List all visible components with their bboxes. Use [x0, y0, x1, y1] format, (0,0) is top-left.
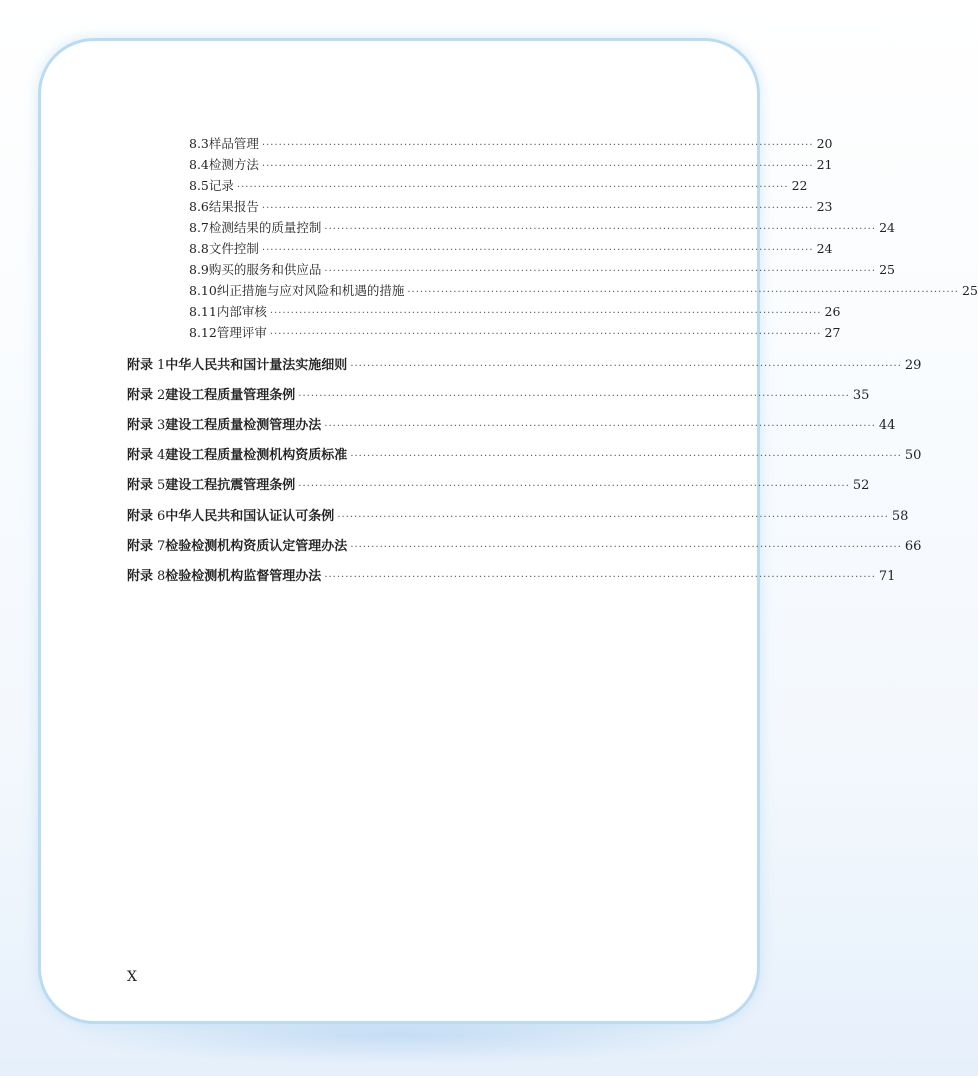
appendix-page: 71 — [878, 569, 896, 584]
appendix-label: 附录 2 — [127, 388, 166, 403]
appendix-page: 66 — [904, 539, 922, 554]
toc-entry-8-4[interactable] — [189, 155, 833, 176]
appendix-title: 建设工程抗震管理条例 — [165, 478, 296, 493]
appendix-number: 8 — [157, 569, 166, 584]
appendix-title: 建设工程质量检测机构资质标准 — [165, 448, 348, 463]
toc-leader-dots: ···································································································································· — [298, 481, 850, 492]
toc-entry-number: 8.11 — [189, 304, 217, 319]
appendix-title: 建设工程质量检测管理办法 — [165, 418, 322, 433]
toc-leader-dots: ···································································································································· — [407, 287, 959, 298]
toc-entry-8-10[interactable] — [189, 281, 978, 302]
toc-appendix-8[interactable] — [127, 565, 896, 589]
toc-leader-dots: ···································································································································· — [324, 421, 876, 432]
toc-leader-dots: ···································································································································· — [269, 308, 822, 319]
toc-entry-page: 25 — [962, 283, 978, 298]
toc-entry-page: 20 — [816, 136, 833, 151]
toc-entry-8-5[interactable] — [189, 176, 808, 197]
appendix-label: 附录 5 — [127, 478, 166, 493]
toc-entry-page: 23 — [816, 199, 833, 214]
toc-entry-number: 8.4 — [189, 157, 209, 172]
toc-entry-title: 样品管理 — [208, 136, 259, 151]
appendix-title: 检验检测机构监督管理办法 — [165, 569, 322, 584]
toc-entry-page: 25 — [879, 262, 895, 277]
appendix-page: 35 — [852, 388, 870, 403]
toc-entry-title: 结果报告 — [208, 199, 259, 214]
toc-entry-number: 8.9 — [189, 262, 209, 277]
toc-leader-dots: ···································································································································· — [261, 140, 814, 151]
toc-entry-8-12[interactable] — [189, 323, 841, 344]
appendix-label: 附录 7 — [127, 539, 166, 554]
toc-entry-title: 检测方法 — [208, 157, 259, 172]
toc-entry-title: 记录 — [208, 178, 234, 193]
toc-entry-number: 8.8 — [189, 241, 209, 256]
toc-entry-number: 8.12 — [189, 325, 217, 340]
appendix-number: 7 — [157, 539, 166, 554]
toc-entry-8-8[interactable] — [189, 239, 833, 260]
appendix-label: 附录 4 — [127, 448, 166, 463]
toc-leader-dots: ···································································································································· — [350, 361, 902, 372]
toc-entry-8-11[interactable] — [189, 302, 841, 323]
toc-appendix-5[interactable] — [127, 474, 870, 498]
toc-leader-dots: ···································································································································· — [261, 245, 814, 256]
toc-leader-dots: ···································································································································· — [324, 224, 876, 235]
appendix-page: 52 — [852, 478, 870, 493]
toc-entry-title: 纠正措施与应对风险和机遇的措施 — [216, 283, 405, 298]
toc-appendix-1[interactable] — [127, 354, 922, 378]
appendix-number: 3 — [157, 418, 166, 433]
toc-entry-number: 8.3 — [189, 136, 209, 151]
toc-leader-dots: ···································································································································· — [350, 451, 902, 462]
toc-leader-dots: ···································································································································· — [261, 203, 814, 214]
toc-leader-dots: ···································································································································· — [350, 542, 902, 553]
toc-appendix-7[interactable] — [127, 535, 922, 559]
toc-appendix-4[interactable] — [127, 444, 922, 468]
appendix-page: 58 — [891, 509, 909, 524]
toc-entry-title: 管理评审 — [216, 325, 267, 340]
toc-entry-title: 购买的服务和供应品 — [208, 262, 322, 277]
toc-leader-dots: ···································································································································· — [261, 161, 814, 172]
toc-leader-dots: ···································································································································· — [269, 329, 822, 340]
appendix-page: 44 — [878, 418, 896, 433]
toc-entry-8-9[interactable] — [189, 260, 895, 281]
appendix-number: 1 — [157, 358, 166, 373]
toc-entry-8-6[interactable] — [189, 197, 833, 218]
toc-entry-page: 21 — [816, 157, 833, 172]
toc-entry-number: 8.7 — [189, 220, 209, 235]
appendix-title: 检验检测机构资质认定管理办法 — [165, 539, 348, 554]
toc-entry-page: 24 — [879, 220, 895, 235]
toc-entry-number: 8.6 — [189, 199, 209, 214]
appendix-number: 6 — [157, 509, 166, 524]
appendix-label: 附录 8 — [127, 569, 166, 584]
toc-leader-dots: ···································································································································· — [324, 266, 876, 277]
toc-entry-title: 内部审核 — [216, 304, 267, 319]
toc-entry-page: 22 — [791, 178, 808, 193]
appendix-page: 29 — [904, 358, 922, 373]
appendix-page: 50 — [904, 448, 922, 463]
appendix-title: 建设工程质量管理条例 — [165, 388, 296, 403]
toc-entry-page: 26 — [824, 304, 841, 319]
toc-appendix-3[interactable] — [127, 414, 896, 438]
toc-leader-dots: ···································································································································· — [298, 391, 850, 402]
appendix-number: 4 — [157, 448, 166, 463]
toc-leader-dots: ···································································································································· — [324, 572, 876, 583]
appendix-label: 附录 6 — [127, 509, 166, 524]
toc-entry-8-3[interactable] — [189, 134, 833, 155]
appendix-label: 附录 1 — [127, 358, 166, 373]
page-number-footer: X — [127, 969, 137, 985]
toc-appendix-6[interactable] — [127, 505, 909, 529]
toc-entry-page: 24 — [816, 241, 833, 256]
appendix-title: 中华人民共和国计量法实施细则 — [165, 358, 348, 373]
toc-entry-title: 检测结果的质量控制 — [208, 220, 322, 235]
toc-leader-dots: ···································································································································· — [337, 512, 889, 523]
appendix-title: 中华人民共和国认证认可条例 — [165, 509, 335, 524]
toc-entry-number: 8.5 — [189, 178, 209, 193]
toc-entry-8-7[interactable] — [189, 218, 895, 239]
appendix-number: 2 — [157, 388, 166, 403]
toc-entry-page: 27 — [824, 325, 841, 340]
appendix-label: 附录 3 — [127, 418, 166, 433]
toc-leader-dots: ···································································································································· — [236, 182, 789, 193]
appendix-number: 5 — [157, 478, 166, 493]
toc-appendix-2[interactable] — [127, 384, 870, 408]
document-page — [38, 38, 978, 1024]
toc-entry-number: 8.10 — [189, 283, 217, 298]
toc-entry-title: 文件控制 — [208, 241, 259, 256]
